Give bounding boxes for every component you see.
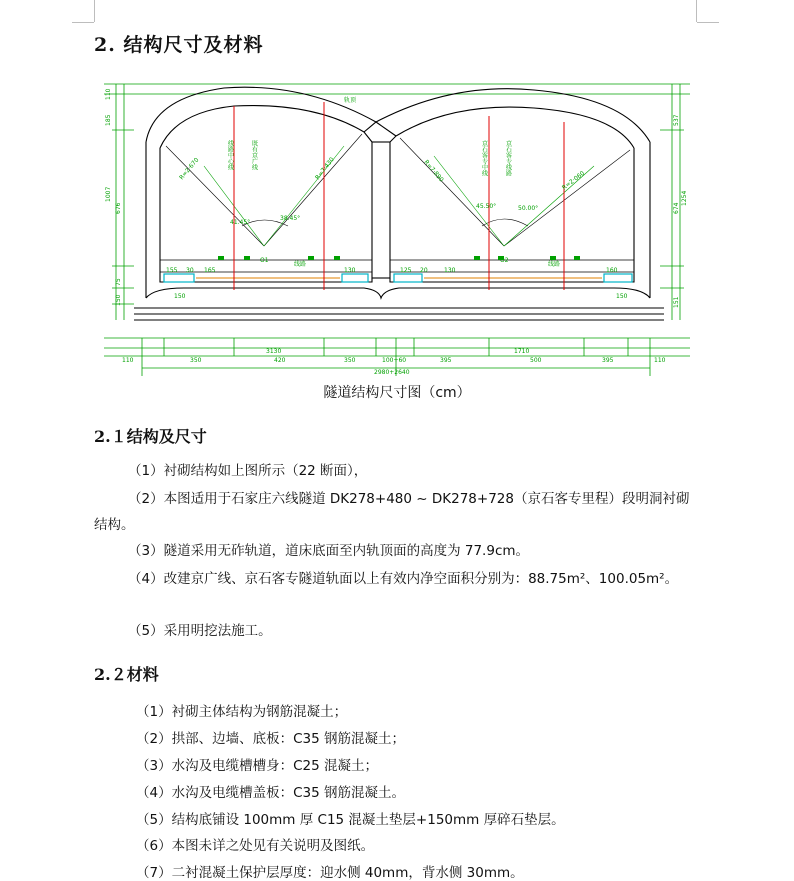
rail-marks [218, 256, 580, 260]
paragraph: （4）改建京广线、京石客专隧道轨面以上有效内净空面积分别为：88.75m²、100.05m²。 [128, 571, 679, 587]
dim-label: 350 [190, 357, 202, 364]
dim-label: 150 [174, 293, 186, 300]
list-item: （2）拱部、边墙、底板：C35 钢筋混凝土； [136, 731, 405, 747]
dim-label: 1007 [105, 186, 112, 202]
rail-label: 线路 [548, 261, 561, 268]
paragraph: （3）隧道采用无砟轨道，道床底面至内轨顶面的高度为 77.9cm。 [128, 543, 530, 559]
track-center-lines [234, 102, 564, 290]
paragraph: （5）采用明挖法施工。 [128, 623, 272, 639]
angle-label: 50.00° [518, 205, 539, 212]
track-bed [160, 260, 634, 272]
vertical-annotation: 京石客专中线 [480, 140, 488, 176]
list-item: （4）水沟及电缆槽盖板：C35 钢筋混凝土。 [136, 785, 405, 801]
dim-label: 674 [673, 202, 680, 214]
dim-label: 20 [420, 267, 428, 274]
dim-label: 151 [673, 296, 680, 308]
dim-label: 160 [606, 267, 618, 274]
dim-label: 1710 [514, 348, 530, 355]
page-corner-mark [696, 0, 697, 22]
arch-label: R=7·430 [314, 156, 336, 182]
dim-label: 676 [115, 202, 122, 214]
top-label: 轨顶 [344, 97, 357, 104]
section-heading: 2. 结构尺寸及材料 [94, 34, 264, 56]
dim-label: 395 [602, 357, 614, 364]
arch-label: R=7·890 [422, 158, 445, 184]
angle-label: 45.50° [476, 203, 497, 210]
radius-lines [166, 134, 630, 246]
dim-label: 3130 [266, 348, 282, 355]
figure-caption: 隧道结构尺寸图（cm） [323, 385, 471, 401]
center-label: O1 [260, 257, 269, 264]
dim-label: 537 [673, 114, 680, 126]
list-item: （7）二衬混凝土保护层厚度：迎水侧 40mm，背水侧 30mm。 [136, 865, 524, 881]
dim-label: 100+60 [382, 357, 407, 364]
arch-label: R=2·060 [560, 169, 587, 192]
dimension-lines [104, 84, 690, 376]
vertical-annotation: 既有京广线 [250, 140, 258, 170]
dim-label: 130 [444, 267, 456, 274]
center-label: O2 [500, 257, 509, 264]
angle-label: 41.45° [230, 219, 251, 226]
page-corner-mark [697, 22, 719, 23]
dim-label: 395 [440, 357, 452, 364]
vertical-annotation: 线路中心线 [226, 140, 234, 170]
dim-label: 165 [204, 267, 216, 274]
dim-label: 420 [274, 357, 286, 364]
dim-label: 150 [115, 294, 122, 306]
list-item: （1）衬砌主体结构为钢筋混凝土； [136, 704, 348, 720]
paragraph: （2）本图适用于石家庄六线隧道 DK278+480 ~ DK278+728（京石客专里程）段明洞衬砌结构。 [94, 491, 690, 533]
dim-label: 75 [115, 278, 122, 286]
dim-label: 155 [166, 267, 178, 274]
list-item: （3）水沟及电缆槽槽身：C25 混凝土； [136, 758, 378, 774]
dim-label: 500 [530, 357, 542, 364]
rail-label: 线路 [294, 261, 307, 268]
subsection-heading: 2.２材料 [94, 665, 159, 684]
dim-label: 150 [616, 293, 628, 300]
dim-label: 130 [344, 267, 356, 274]
angle-label: 38.45° [280, 215, 301, 222]
vertical-annotation: 京石客专线路 [504, 140, 512, 176]
dim-label: 125 [400, 267, 412, 274]
arch-label: R=2·670 [178, 156, 201, 182]
dim-label: 110 [122, 357, 134, 364]
dim-label: 30 [186, 267, 194, 274]
dim-label: 350 [344, 357, 356, 364]
dim-label: 185 [105, 114, 112, 126]
list-item: （6）本图未详之处见有关说明及图纸。 [136, 838, 375, 854]
dim-label: 1254 [681, 190, 688, 206]
page-corner-mark [72, 22, 94, 23]
page-corner-mark [94, 0, 95, 22]
dim-label: 110 [654, 357, 666, 364]
dim-label: 110 [105, 88, 112, 100]
lining-outline [134, 87, 664, 320]
tunnel-structure-drawing [94, 76, 700, 380]
dim-label: 2980+2640 [374, 369, 410, 376]
paragraph: （1）衬砌结构如上图所示（22 断面）， [128, 463, 368, 479]
subsection-heading: 2.１结构及尺寸 [94, 427, 207, 446]
list-item: （5）结构底铺设 100mm 厚 C15 混凝土垫层+150mm 厚碎石垫层。 [136, 812, 565, 828]
